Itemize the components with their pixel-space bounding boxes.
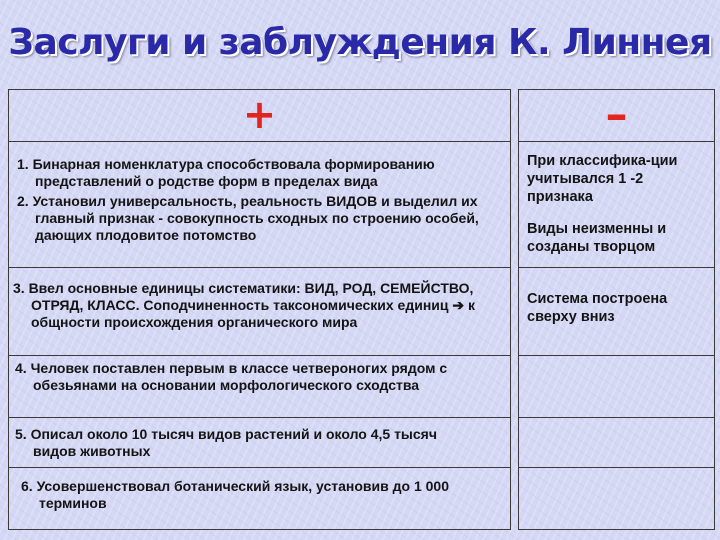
plus-header-cell xyxy=(9,90,511,142)
error-item-2: Виды неизменны и созданы творцом xyxy=(527,221,667,255)
slide-title: Заслуги и заблуждения К. Линнея xyxy=(8,22,712,63)
merit-item-2: 2. Установил универсальность, реальность ВИДОВ и выделил их главный признак - совокупность сходных по строению особей, дающих плодовитое потомство xyxy=(17,193,479,243)
minus-header-cell xyxy=(519,90,715,142)
merits-cell-5 xyxy=(9,418,511,468)
error-item-1: При классифика-ции учитывался 1 -2 признака xyxy=(527,153,678,205)
merits-cell-3 xyxy=(9,268,511,356)
errors-cell-1-2 xyxy=(519,142,715,268)
merit-item-3: 3. Ввел основные единицы систематики: ВИД, РОД, СЕМЕЙСТВО, ОТРЯД, КЛАСС. Соподчиненность таксономических единиц ➔ к общности происхождения органического мира xyxy=(13,280,476,330)
merits-cell-1-2 xyxy=(9,142,511,268)
errors-cell-6-empty xyxy=(519,468,715,530)
merits-cell-6 xyxy=(9,468,511,530)
merits-errors-table xyxy=(8,89,715,530)
merit-item-6: 6. Усовершенствовал ботанический язык, установив до 1 000 терминов xyxy=(21,478,450,511)
merits-cell-4 xyxy=(9,356,511,418)
plus-sign: + xyxy=(242,92,277,138)
error-item-3: Система построена сверху вниз xyxy=(527,291,668,325)
minus-sign: – xyxy=(605,89,628,140)
errors-cell-5-empty xyxy=(519,418,715,468)
merit-item-5: 5. Описал около 10 тысяч видов растений и около 4,5 тысяч видов животных xyxy=(15,426,437,459)
merit-item-1: 1. Бинарная номенклатура способствовала формированию представлений о родстве форм в пределах вида xyxy=(17,156,435,189)
errors-cell-3 xyxy=(519,268,715,356)
merit-item-4: 4. Человек поставлен первым в классе четвероногих рядом с обезьянами на основании морфологического сходства xyxy=(15,360,448,393)
errors-cell-4-empty xyxy=(519,356,715,418)
